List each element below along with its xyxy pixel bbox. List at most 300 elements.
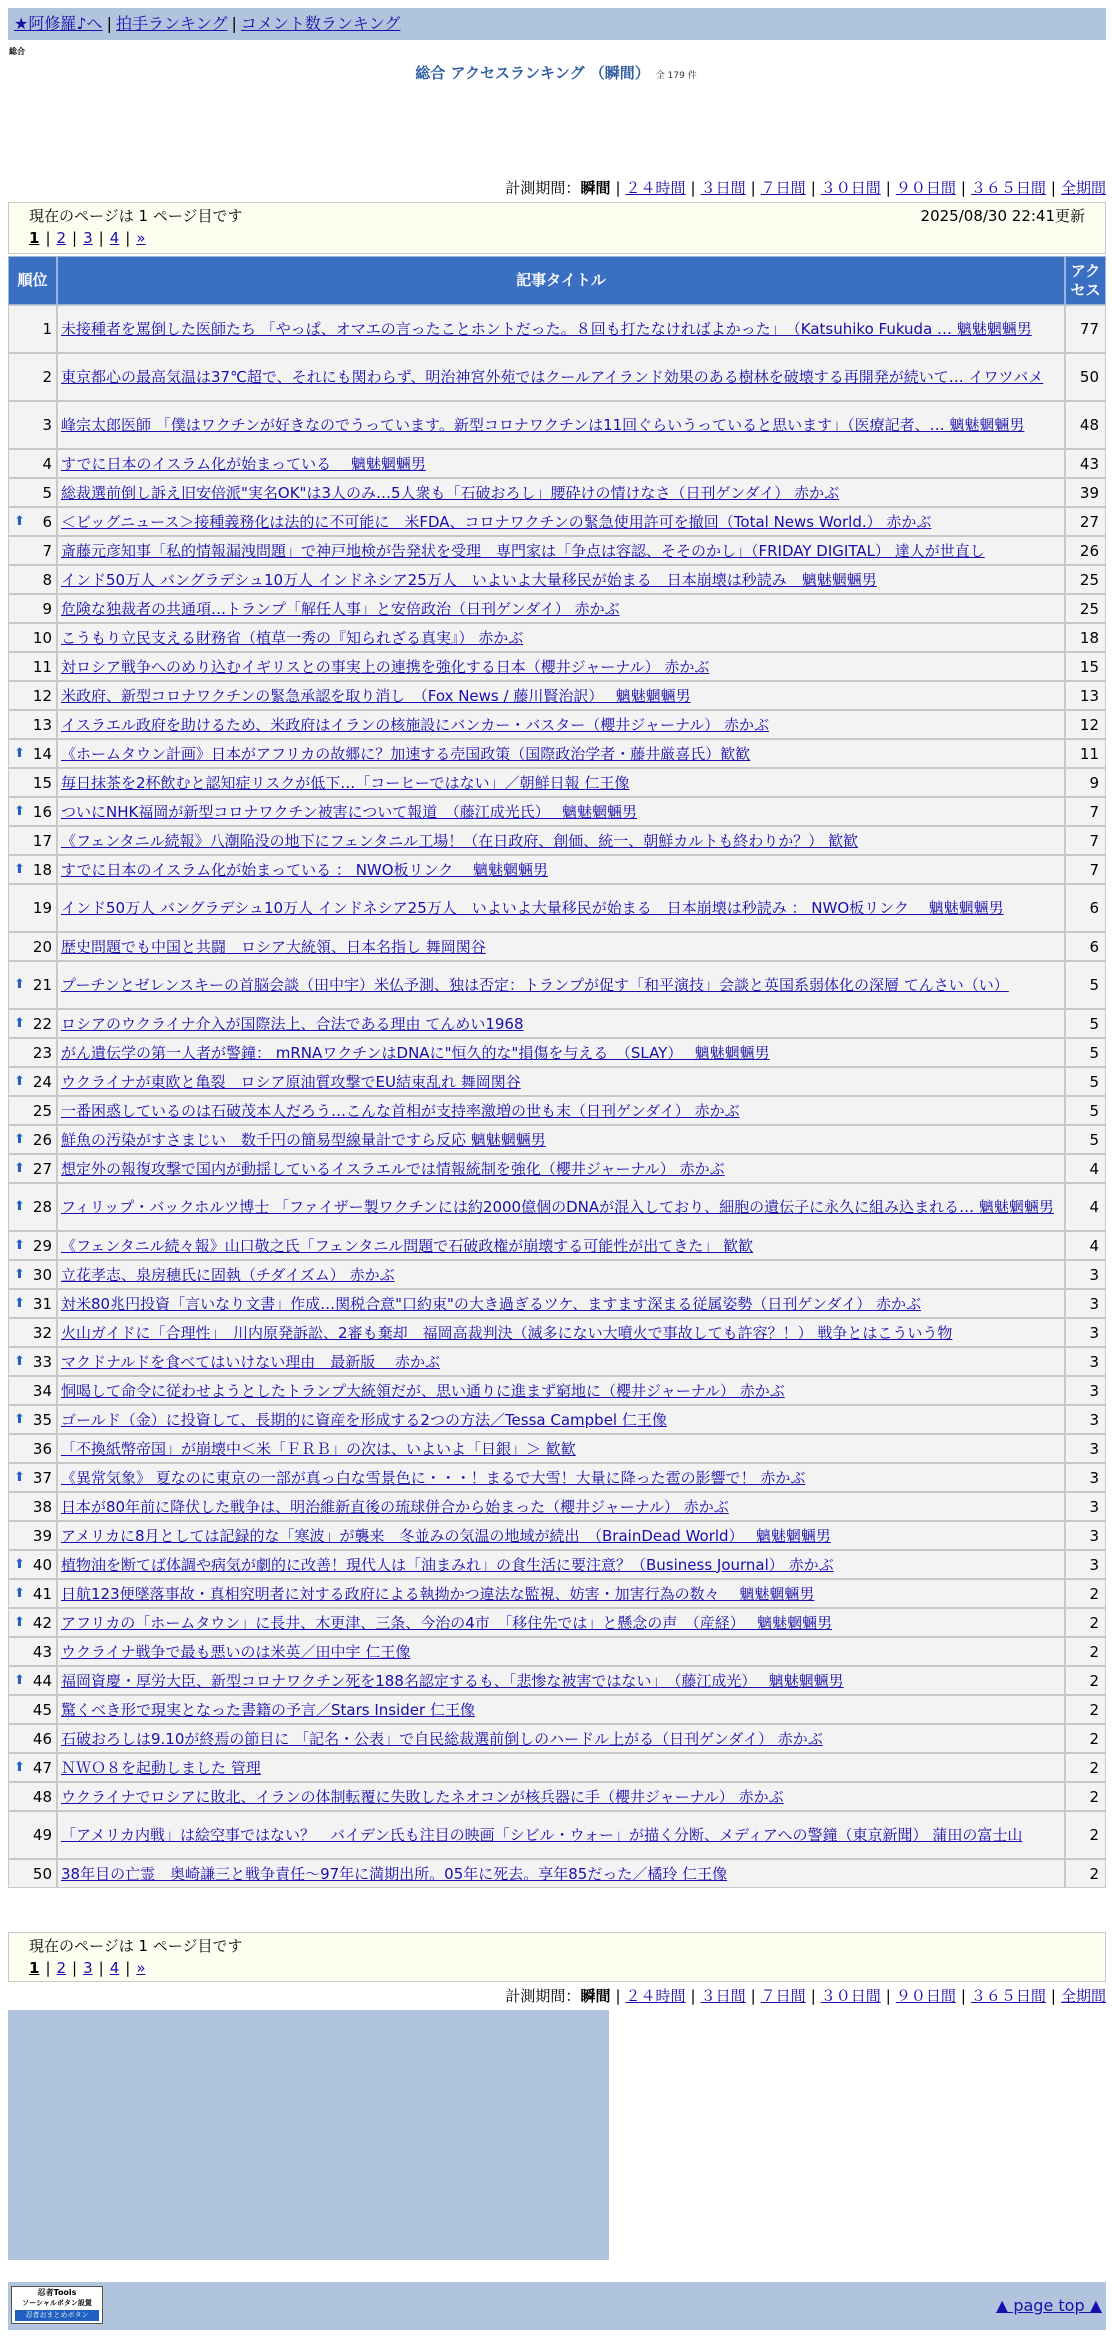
title-cell	[57, 449, 1065, 478]
title-cell	[57, 1154, 1065, 1183]
article-link[interactable]: 想定外の報復攻撃で国内が動揺しているイスラエルでは情報統制を強化（櫻井ジャーナル） 赤かぶ	[61, 1159, 725, 1178]
article-link[interactable]: 斎藤元彦知事「私的情報漏洩問題」で神戸地検が告発状を受理 専門家は「争点は容認、そそのかし」（FRIDAY DIGITAL） 達人が世直し	[61, 541, 985, 560]
category-label: 総合	[9, 47, 25, 56]
access-count: 2	[1065, 1695, 1106, 1724]
rank-number: 4	[42, 454, 52, 473]
rank-number: 20	[32, 937, 52, 956]
rank-cell	[8, 1067, 57, 1096]
title-cell	[57, 884, 1065, 932]
article-link[interactable]: 驚くべき形で現実となった書籍の予言／Stars Insider 仁王像	[61, 1700, 475, 1719]
title-cell	[57, 739, 1065, 768]
pager-next[interactable]: »	[136, 229, 146, 247]
rank-number: 10	[32, 628, 52, 647]
table-row	[8, 623, 1106, 652]
access-count: 5	[1065, 1125, 1106, 1154]
period-link[interactable]: 全期間	[1060, 179, 1106, 197]
access-count: 2	[1065, 1608, 1106, 1637]
access-count: 2	[1065, 1782, 1106, 1811]
table-row	[8, 305, 1106, 353]
article-link[interactable]: 対ロシア戦争へのめり込むイギリスとの事実上の連携を強化する日本（櫻井ジャーナル） 赤かぶ	[61, 657, 710, 676]
period-link[interactable]: ３日間	[700, 179, 746, 197]
article-link[interactable]: 立花孝志、泉房穂氏に固執（チダイズム） 赤かぶ	[61, 1265, 395, 1284]
up-arrow-icon: ⬆	[14, 1266, 25, 1282]
rank-number: 39	[32, 1526, 52, 1545]
period-link[interactable]: ２４時間	[625, 1987, 686, 2005]
article-link[interactable]: 毎日抹茶を2杯飲むと認知症リスクが低下…「コーヒーではない」／朝鮮日報 仁王像	[61, 773, 630, 792]
rank-number: 47	[32, 1758, 52, 1777]
access-count: 39	[1065, 478, 1106, 507]
article-link[interactable]: 歴史問題でも中国と共闘 ロシア大統領、日本名指し 舞岡関谷	[61, 937, 486, 956]
title-cell	[57, 1183, 1065, 1231]
period-link[interactable]: ７日間	[760, 179, 806, 197]
top-nav	[8, 8, 1106, 40]
period-separator: |	[810, 1987, 816, 2005]
article-link[interactable]: プーチンとゼレンスキーの首脳会談（田中宇）米仏予測、独は否定：トランプが促す「和平演技」会談と英国系弱体化の深層 てんさい（い）	[61, 976, 1009, 994]
title-header: 記事タイトル	[57, 256, 1065, 305]
rank-number: 37	[32, 1468, 52, 1487]
rank-cell	[8, 1376, 57, 1405]
rank-number: 32	[32, 1323, 52, 1342]
access-count: 26	[1065, 536, 1106, 565]
access-header: アクセス	[1065, 256, 1106, 305]
table-row	[8, 1231, 1106, 1260]
table-row	[8, 1125, 1106, 1154]
access-count: 2	[1065, 1811, 1106, 1859]
ranking-title: 総合 アクセスランキング （瞬間）	[415, 64, 650, 82]
pager-current: 1	[29, 1959, 40, 1977]
table-row	[8, 1096, 1106, 1125]
article-link[interactable]: ついにNHK福岡が新型コロナワクチン被害について報道 （藤江成光氏） 魑魅魍魎男	[61, 802, 638, 821]
article-link[interactable]: こうもり立民支える財務省（植草一秀の『知られざる真実』） 赤かぶ	[61, 628, 524, 647]
rank-cell	[8, 1811, 57, 1859]
table-row	[8, 353, 1106, 401]
title-cell	[57, 1811, 1065, 1859]
table-row	[8, 826, 1106, 855]
article-link[interactable]: 38年目の亡霊 奥崎謙三と戦争責任〜97年に満期出所。05年に死去。享年85だった／橘玲 仁王像	[61, 1864, 728, 1883]
page-info-top	[8, 202, 1106, 254]
pager-separator: |	[98, 229, 104, 247]
rank-number: 31	[32, 1294, 52, 1313]
access-count: 3	[1065, 1289, 1106, 1318]
table-row	[8, 1038, 1106, 1067]
rank-cell	[8, 855, 57, 884]
period-separator: |	[690, 179, 696, 197]
rank-number: 46	[32, 1729, 52, 1748]
period-link[interactable]: ３日間	[700, 1987, 746, 2005]
rank-cell	[8, 652, 57, 681]
rank-number: 2	[42, 368, 52, 386]
access-count: 77	[1065, 305, 1106, 353]
page-top-link[interactable]: ▲ page top ▲	[995, 2296, 1102, 2315]
table-row	[8, 1492, 1106, 1521]
period-bar-bottom	[505, 1985, 1106, 2007]
article-link[interactable]: 一番困惑しているのは石破茂本人だろう…こんな首相が支持率激増の世も末（日刊ゲンダイ） 赤かぶ	[61, 1101, 740, 1120]
up-arrow-icon: ⬆	[14, 1759, 25, 1775]
rank-number: 41	[32, 1584, 52, 1603]
rank-cell	[8, 884, 57, 932]
article-link[interactable]: すでに日本のイスラム化が始まっている 魑魅魍魎男	[61, 454, 426, 473]
access-count: 4	[1065, 1154, 1106, 1183]
rank-cell	[8, 1096, 57, 1125]
period-separator: |	[885, 179, 891, 197]
period-separator: |	[750, 179, 756, 197]
up-arrow-icon: ⬆	[14, 513, 25, 529]
rank-number: 14	[32, 744, 52, 763]
access-count: 50	[1065, 353, 1106, 401]
rank-cell	[8, 1318, 57, 1347]
period-link[interactable]: ９０日間	[895, 1987, 956, 2005]
title-cell	[57, 652, 1065, 681]
rank-number: 48	[32, 1787, 52, 1806]
period-separator: |	[810, 179, 816, 197]
rank-cell	[8, 305, 57, 353]
rank-number: 43	[32, 1642, 52, 1661]
table-row	[8, 1637, 1106, 1666]
rank-cell	[8, 507, 57, 536]
table-row	[8, 1183, 1106, 1231]
access-count: 11	[1065, 739, 1106, 768]
access-count: 3	[1065, 1463, 1106, 1492]
up-arrow-icon: ⬆	[14, 1411, 25, 1427]
table-row	[8, 1260, 1106, 1289]
article-link[interactable]: 峰宗太郎医師 「僕はワクチンが好きなのでうっています。新型コロナワクチンは11回ぐらいうっていると思います」（医療記者、… 魑魅魍魎男	[61, 416, 1025, 434]
access-count: 3	[1065, 1318, 1106, 1347]
article-link[interactable]: 東京都心の最高気温は37℃超で、それにも関わらず、明治神宮外苑ではクールアイランド効果のある樹林を破壊する再開発が続いて… イワツバメ	[61, 368, 1044, 386]
article-link[interactable]: 鮮魚の汚染がすさまじい 数千円の簡易型線量計ですら反応 魑魅魍魎男	[61, 1130, 546, 1149]
rank-cell	[8, 353, 57, 401]
article-link[interactable]: 「不換紙幣帝国」が崩壊中＜米「ＦＲＢ」の次は、いよいよ「日銀」＞ 歓歓	[61, 1439, 576, 1458]
period-link[interactable]: ７日間	[760, 1987, 806, 2005]
up-arrow-icon: ⬆	[14, 1672, 25, 1688]
up-arrow-icon: ⬆	[14, 1585, 25, 1601]
table-row	[8, 1521, 1106, 1550]
table-row	[8, 710, 1106, 739]
title-cell	[57, 710, 1065, 739]
title-cell	[57, 1579, 1065, 1608]
period-link[interactable]: ９０日間	[895, 179, 956, 197]
rank-cell	[8, 797, 57, 826]
rank-cell	[8, 401, 57, 449]
table-row	[8, 1154, 1106, 1183]
period-link[interactable]: 全期間	[1060, 1987, 1106, 2005]
rank-number: 25	[32, 1101, 52, 1120]
period-link[interactable]: ３６５日間	[970, 1987, 1046, 2005]
table-row	[8, 536, 1106, 565]
title-cell	[57, 1550, 1065, 1579]
access-count: 12	[1065, 710, 1106, 739]
table-row	[8, 1434, 1106, 1463]
rank-cell	[8, 826, 57, 855]
article-link[interactable]: ゴールド（金）に投資して、長期的に資産を形成する2つの方法／Tessa Campbel 仁王像	[61, 1410, 667, 1429]
article-link[interactable]: 日航123便墜落事故・真相究明者に対する政府による執拗かつ違法な監視、妨害・加害行為の数々 魑魅魍魎男	[61, 1584, 815, 1603]
title-cell	[57, 1463, 1065, 1492]
current-page-text: 現在のページは 1 ページ目です	[29, 207, 243, 225]
pager-link[interactable]: 4	[109, 1959, 120, 1977]
access-count: 5	[1065, 1067, 1106, 1096]
title-cell	[57, 1318, 1065, 1347]
table-row	[8, 884, 1106, 932]
table-row	[8, 1376, 1106, 1405]
article-link[interactable]: すでに日本のイスラム化が始まっている ： NWO板リンク 魑魅魍魎男	[61, 860, 549, 879]
pager-separator: |	[45, 229, 51, 247]
up-arrow-icon: ⬆	[14, 1131, 25, 1147]
rank-cell	[8, 449, 57, 478]
updated-time: 2025/08/30 22:41更新	[920, 207, 1085, 225]
rank-number: 3	[42, 416, 52, 434]
rank-number: 35	[32, 1410, 52, 1429]
access-count: 7	[1065, 797, 1106, 826]
access-count: 6	[1065, 932, 1106, 961]
pager-link[interactable]: 2	[56, 229, 67, 247]
rank-cell	[8, 1782, 57, 1811]
rank-number: 11	[32, 657, 52, 676]
rank-cell	[8, 1260, 57, 1289]
access-count: 27	[1065, 507, 1106, 536]
title-cell	[57, 1695, 1065, 1724]
rank-number: 28	[32, 1198, 52, 1216]
title-cell	[57, 1521, 1065, 1550]
article-link[interactable]: 《フェンタニル続々報》山口敬之氏「フェンタニル問題で石破政権が崩壊する可能性が出てきた」 歓歓	[61, 1236, 754, 1255]
ninja-line1: 忍者Tools	[37, 2288, 77, 2297]
pager-link[interactable]: 4	[109, 229, 120, 247]
total-count: 全 179 件	[655, 71, 697, 81]
up-arrow-icon: ⬆	[14, 1015, 25, 1031]
table-row	[8, 652, 1106, 681]
access-count: 2	[1065, 1724, 1106, 1753]
table-row	[8, 1579, 1106, 1608]
article-link[interactable]: 米政府、新型コロナワクチンの緊急承認を取り消し （Fox News / 藤川賢治訳） 魑魅魍魎男	[61, 686, 691, 705]
pager-next[interactable]: »	[136, 1959, 146, 1977]
rank-number: 44	[32, 1671, 52, 1690]
up-arrow-icon: ⬆	[14, 745, 25, 761]
rank-cell	[8, 1550, 57, 1579]
title-cell	[57, 1289, 1065, 1318]
access-count: 5	[1065, 1009, 1106, 1038]
period-current: 瞬間	[580, 1987, 611, 2005]
period-separator: |	[615, 1987, 621, 2005]
period-bar-top	[505, 177, 1106, 199]
table-row	[8, 1318, 1106, 1347]
title-cell	[57, 932, 1065, 961]
pager-link[interactable]: 2	[56, 1959, 67, 1977]
rank-cell	[8, 739, 57, 768]
ad-area	[8, 2010, 609, 2260]
article-link[interactable]: 石破おろしは9.10が終焉の節目に 「記名・公表」で自民総裁選前倒しのハードル上がる（日刊ゲンダイ） 赤かぶ	[61, 1729, 823, 1748]
access-count: 9	[1065, 768, 1106, 797]
title-cell	[57, 1125, 1065, 1154]
up-arrow-icon: ⬆	[14, 861, 25, 877]
article-link[interactable]: ウクライナでロシアに敗北、イランの体制転覆に失敗したネオコンが核兵器に手（櫻井ジャーナル） 赤かぶ	[61, 1787, 784, 1806]
rank-number: 13	[32, 715, 52, 734]
rank-cell	[8, 1405, 57, 1434]
table-row	[8, 1859, 1106, 1888]
rank-number: 34	[32, 1381, 52, 1400]
access-count: 2	[1065, 1666, 1106, 1695]
article-link[interactable]: 総裁選前倒し訴え旧安倍派"実名OK"は3人のみ…5人衆も「石破おろし」腰砕けの情けなさ（日刊ゲンダイ） 赤かぶ	[61, 483, 840, 502]
ranking-table	[8, 256, 1106, 1888]
pager-separator: |	[125, 229, 131, 247]
rank-cell	[8, 1724, 57, 1753]
rank-number: 23	[32, 1043, 52, 1062]
article-link[interactable]: 「アメリカ内戦」は絵空事ではない？ バイデン氏も注目の映画「シビル・ウォー」が描く分断、メディアへの警鐘（東京新聞） 蒲田の富士山	[61, 1826, 1023, 1844]
article-link[interactable]: ロシアのウクライナ介入が国際法上、合法である理由 てんめい1968	[61, 1014, 524, 1033]
article-link[interactable]: アメリカに8月としては記録的な「寒波」が襲来 冬並みの気温の地域が続出 （BrainDead World） 魑魅魍魎男	[61, 1526, 831, 1545]
rank-cell	[8, 1492, 57, 1521]
table-row	[8, 1463, 1106, 1492]
access-count: 4	[1065, 1231, 1106, 1260]
article-link[interactable]: マクドナルドを食べてはいけない理由 最新版 赤かぶ	[61, 1352, 441, 1371]
access-count: 2	[1065, 1753, 1106, 1782]
period-separator: |	[750, 1987, 756, 2005]
access-count: 25	[1065, 565, 1106, 594]
table-row	[8, 1811, 1106, 1859]
article-link[interactable]: インド50万人 バングラデシュ10万人 インドネシア25万人 いよいよ大量移民が始まる 日本崩壊は秒読み 魑魅魍魎男	[61, 570, 877, 589]
pager-separator: |	[45, 1959, 51, 1977]
title-cell	[57, 1231, 1065, 1260]
access-count: 6	[1065, 884, 1106, 932]
rank-cell	[8, 1009, 57, 1038]
article-link[interactable]: ＮＷＯ８を起動しました 管理	[61, 1758, 261, 1777]
rank-number: 45	[32, 1700, 52, 1719]
article-link[interactable]: フィリップ・バックホルツ博士 「ファイザー製ワクチンには約2000億個のDNAが混入しており、細胞の遺伝子に永久に組み込まれる… 魑魅魍魎男	[61, 1198, 1054, 1216]
rank-number: 8	[42, 570, 52, 589]
access-count: 3	[1065, 1376, 1106, 1405]
rank-number: 38	[32, 1497, 52, 1516]
table-row	[8, 478, 1106, 507]
access-count: 2	[1065, 1579, 1106, 1608]
rank-cell	[8, 1125, 57, 1154]
title-cell	[57, 961, 1065, 1009]
rank-number: 29	[32, 1236, 52, 1255]
article-link[interactable]: 対米80兆円投資「言いなり文書」作成…関税合意"口約束"の大き過ぎるツケ、ますます深まる従属姿勢（日刊ゲンダイ） 赤かぶ	[61, 1294, 921, 1313]
table-row	[8, 1666, 1106, 1695]
article-link[interactable]: 植物油を断てば体調や病気が劇的に改善！現代人は「油まみれ」の食生活に要注意？（Business Journal） 赤かぶ	[61, 1555, 834, 1574]
title-cell	[57, 507, 1065, 536]
rank-number: 16	[32, 802, 52, 821]
rank-number: 12	[32, 686, 52, 705]
rank-number: 17	[32, 831, 52, 850]
table-row	[8, 1009, 1106, 1038]
article-link[interactable]: 未接種者を罵倒した医師たち 「やっぱ、オマエの言ったことホントだった。８回も打たなければよかった」 （Katsuhiko Fukuda … 魑魅魍魎男	[61, 320, 1032, 338]
rank-number: 19	[32, 899, 52, 917]
period-separator: |	[960, 1987, 966, 2005]
article-link[interactable]: ウクライナ戦争で最も悪いのは米英／田中宇 仁王像	[61, 1642, 411, 1661]
rank-cell	[8, 536, 57, 565]
rank-cell	[8, 1637, 57, 1666]
rank-cell	[8, 478, 57, 507]
article-link[interactable]: アフリカの「ホームタウン」に長井、木更津、三条、今治の4市 「移住先では」と懸念の声 （産経） 魑魅魍魎男	[61, 1613, 833, 1632]
article-link[interactable]: ウクライナが東欧と亀裂 ロシア原油質攻撃でEU結束乱れ 舞岡関谷	[61, 1072, 521, 1091]
pager	[29, 227, 1085, 249]
pager-separator: |	[72, 1959, 78, 1977]
access-count: 5	[1065, 1096, 1106, 1125]
title-cell	[57, 565, 1065, 594]
article-link[interactable]: 《ホームタウン計画》日本がアフリカの故郷に？加速する売国政策（国際政治学者・藤井厳喜氏）歓歓	[61, 744, 751, 763]
article-link[interactable]: ＜ビッグニュース＞接種義務化は法的に不可能に 米FDA、コロナワクチンの緊急使用許可を撤回（Total News World.） 赤かぶ	[61, 512, 932, 531]
pager-link[interactable]: 3	[83, 1959, 93, 1977]
home-link[interactable]: ★阿修羅♪へ	[14, 14, 103, 33]
rank-cell	[8, 1434, 57, 1463]
access-count: 3	[1065, 1347, 1106, 1376]
rank-number: 22	[32, 1014, 52, 1033]
title-cell	[57, 1038, 1065, 1067]
rank-cell	[8, 768, 57, 797]
table-row	[8, 449, 1106, 478]
period-separator: |	[615, 179, 621, 197]
access-count: 3	[1065, 1521, 1106, 1550]
pager-current: 1	[29, 229, 40, 247]
rank-cell	[8, 1753, 57, 1782]
title-cell	[57, 1347, 1065, 1376]
page-title	[0, 62, 1112, 83]
rank-cell	[8, 594, 57, 623]
rank-cell	[8, 1347, 57, 1376]
article-link[interactable]: 日本が80年前に降伏した戦争は、明治維新直後の琉球併合から始まった（櫻井ジャーナル） 赤かぶ	[61, 1497, 729, 1516]
article-link[interactable]: 恫喝して命令に従わせようとしたトランプ大統領だが、思い通りに進まず窮地に（櫻井ジャーナル） 赤かぶ	[61, 1381, 785, 1400]
article-link[interactable]: 火山ガイドに「合理性」 川内原発訴訟、2審も棄却 福岡高裁判決（滅多にない大噴火で事故しても許容？！） 戦争とはこういう物	[61, 1323, 953, 1342]
access-count: 25	[1065, 594, 1106, 623]
title-cell	[57, 1405, 1065, 1434]
rank-cell	[8, 710, 57, 739]
title-cell	[57, 1753, 1065, 1782]
ninja-tools-button[interactable]	[11, 2286, 103, 2324]
rank-number: 5	[42, 483, 52, 502]
pager-link[interactable]: 3	[83, 229, 93, 247]
rank-number: 18	[32, 860, 52, 879]
period-link[interactable]: ２４時間	[625, 179, 686, 197]
title-cell	[57, 305, 1065, 353]
rank-cell	[8, 1579, 57, 1608]
access-count: 5	[1065, 1038, 1106, 1067]
article-link[interactable]: 危険な独裁者の共通項…トランプ「解任人事」と安倍政治（日刊ゲンダイ） 赤かぶ	[61, 599, 620, 618]
period-link[interactable]: ３６５日間	[970, 179, 1046, 197]
rank-cell	[8, 1231, 57, 1260]
rank-number: 7	[42, 541, 52, 560]
article-link[interactable]: 《フェンタニル続報》八潮陥没の地下にフェンタニル工場！（在日政府、創価、統一、朝鮮カルトも終わりか？） 歓歓	[61, 831, 859, 850]
table-row	[8, 932, 1106, 961]
comment-ranking-link[interactable]: コメント数ランキング	[240, 14, 401, 33]
title-cell	[57, 478, 1065, 507]
article-link[interactable]: 《異常気象》 夏なのに東京の一部が真っ白な雪景色に・・・！まるで大雪！大量に降った雹の影響で！ 赤かぶ	[61, 1468, 806, 1487]
up-arrow-icon: ⬆	[14, 1295, 25, 1311]
nav-separator: |	[106, 14, 112, 33]
period-link[interactable]: ３０日間	[820, 1987, 881, 2005]
footer	[8, 2282, 1106, 2330]
article-link[interactable]: 福岡資慶・厚労大臣、新型コロナワクチン死を188名認定するも、「悲惨な被害ではない」 （藤江成光） 魑魅魍魎男	[61, 1671, 844, 1690]
clap-ranking-link[interactable]: 拍手ランキング	[115, 14, 228, 33]
current-page-text: 現在のページは 1 ページ目です	[29, 1937, 243, 1955]
up-arrow-icon: ⬆	[14, 803, 25, 819]
rank-cell	[8, 681, 57, 710]
access-count: 3	[1065, 1550, 1106, 1579]
pager-separator: |	[125, 1959, 131, 1977]
access-count: 2	[1065, 1859, 1106, 1888]
title-cell	[57, 1724, 1065, 1753]
rank-number: 33	[32, 1352, 52, 1371]
title-cell	[57, 594, 1065, 623]
access-count: 43	[1065, 449, 1106, 478]
up-arrow-icon: ⬆	[14, 1469, 25, 1485]
period-separator: |	[885, 1987, 891, 2005]
rank-cell	[8, 961, 57, 1009]
rank-number: 36	[32, 1439, 52, 1458]
article-link[interactable]: イスラエル政府を助けるため、米政府はイランの核施設にバンカー・バスター（櫻井ジャーナル） 赤かぶ	[61, 715, 769, 734]
period-current: 瞬間	[580, 179, 611, 197]
title-cell	[57, 623, 1065, 652]
article-link[interactable]: がん遺伝学の第一人者が警鐘： mRNAワクチンはDNAに"恒久的な"損傷を与える （SLAY） 魑魅魍魎男	[61, 1043, 770, 1062]
article-link[interactable]: インド50万人 バングラデシュ10万人 インドネシア25万人 いよいよ大量移民が始まる 日本崩壊は秒読み ： NWO板リンク 魑魅魍魎男	[61, 899, 1004, 917]
period-link[interactable]: ３０日間	[820, 179, 881, 197]
